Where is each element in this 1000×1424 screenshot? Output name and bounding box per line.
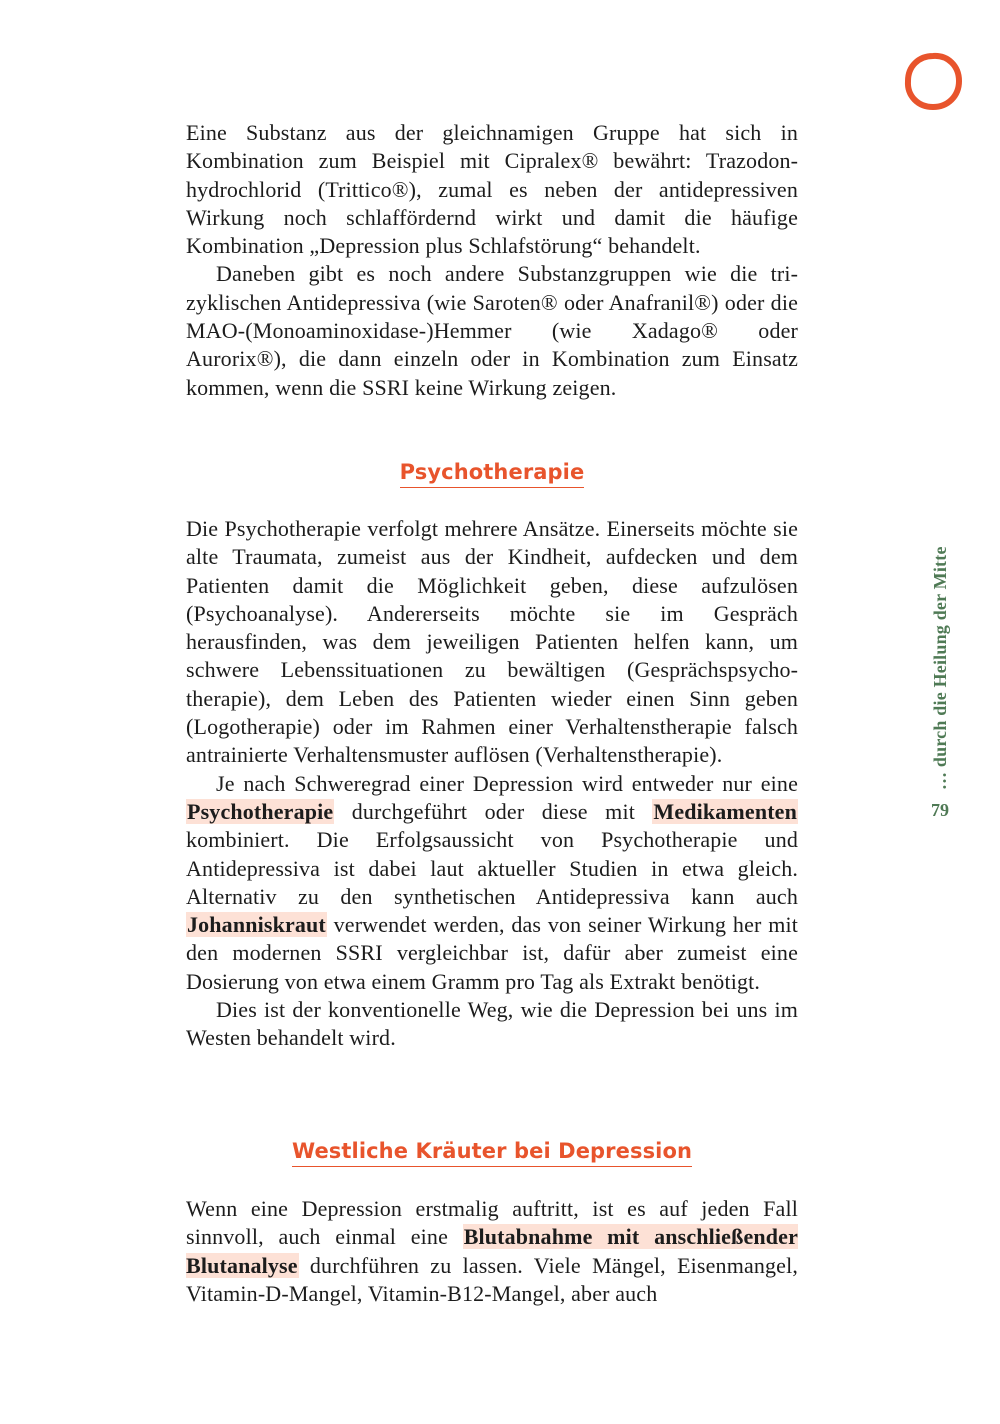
- paragraph-p3: [186, 515, 798, 770]
- paragraph-p4: [186, 770, 798, 996]
- text-block-psychotherapie: [186, 515, 798, 1053]
- text-run: Je nach Schweregrad einer Depression wird entweder nur eine: [216, 770, 798, 796]
- heading-text: Westliche Kräuter bei Depression: [292, 1139, 692, 1167]
- paragraph-p6: [186, 1195, 798, 1308]
- text-run: Eine Substanz aus der gleichnamigen Gruppe hat sich in Kombination zum Beispiel mit Cipralex® bewährt: Trazodonhydrochlorid (Trittico®), zumal es neben der antidepressiven Wirkung noch schlaffördernd wirkt und damit die häufige Kombination „Depression plus Schlafstörung“ behandelt.: [186, 120, 798, 259]
- highlighted-term: Johanniskraut: [187, 912, 326, 938]
- section-heading-westliche-kraeuter: [186, 1139, 798, 1167]
- text-run: Die Psychotherapie verfolgt mehrere Ansätze. Einerseits möchte sie alte Traumata, zumeist aus der Kindheit, aufdecken und dem Patienten damit die Möglichkeit geben, diese aufzulösen (Psychoanalyse). Andererseits möchte sie im Gespräch herausfinden, was dem jeweiligen Patienten helfen kann, um schwere Lebenssituationen zu bewältigen (Gesprächspsychotherapie), dem Leben des Patienten wieder einen Sinn geben (Logotherapie) oder im Rahmen einer Verhaltenstherapie falsch antrainierte Verhaltensmuster auflösen (Verhaltenstherapie).: [186, 516, 798, 768]
- running-title: … durch die Heilung der Mitte: [930, 546, 950, 790]
- text-run: Dies ist der konventionelle Weg, wie die Depression bei uns im Westen behandelt wird.: [186, 997, 798, 1051]
- ring-icon: [902, 50, 964, 112]
- paragraph-p2: [186, 260, 798, 401]
- highlighted-term: Blutabnahme mit anschließender Blutanalyse: [186, 1224, 798, 1278]
- highlighted-term: Psychotherapie: [187, 798, 334, 824]
- paragraph-p1: [186, 119, 798, 260]
- section-heading-psychotherapie: [186, 460, 798, 488]
- highlighted-term: Medikamenten: [653, 798, 797, 824]
- page-number: 79: [931, 800, 949, 820]
- text-run: Daneben gibt es noch andere Substanzgruppen wie die trizyklischen Antidepressiva (wie Saroten® oder Anafranil®) oder die MAO-(Monoaminoxidase-)Hemmer (wie Xadago® oder Aurorix®), die dann einzeln oder in Kombination zum Einsatz kommen, wenn die SSRI keine Wirkung zeigen.: [186, 261, 798, 400]
- text-block-intro: [186, 119, 798, 402]
- heading-text: Psychotherapie: [400, 460, 585, 488]
- text-run: durchführen zu lassen. Viele Mängel, Eisenmangel, Vitamin-D-Mangel, Vitamin-B12-Mangel, aber auch: [186, 1252, 798, 1306]
- text-run: durchgeführt oder diese mit: [334, 798, 653, 824]
- text-run: Wenn eine Depression erstmalig auftritt, ist es auf jeden Fall sinnvoll, auch einmal eine: [186, 1196, 798, 1250]
- text-run: kombiniert. Die Erfolgsaussicht von Psychotherapie und Antidepressiva ist dabei laut aktueller Studien in etwa gleich. Alternativ zu den synthetischen Antidepressiva kann auch: [186, 827, 798, 909]
- text-block-kraeuter: [186, 1195, 798, 1308]
- paragraph-p5: [186, 996, 798, 1053]
- text-run: verwendet werden, das von seiner Wirkung her mit den modernen SSRI vergleichbar ist, dafür aber zumeist eine Dosierung von etwa einem Gramm pro Tag als Extrakt benötigt.: [186, 912, 798, 994]
